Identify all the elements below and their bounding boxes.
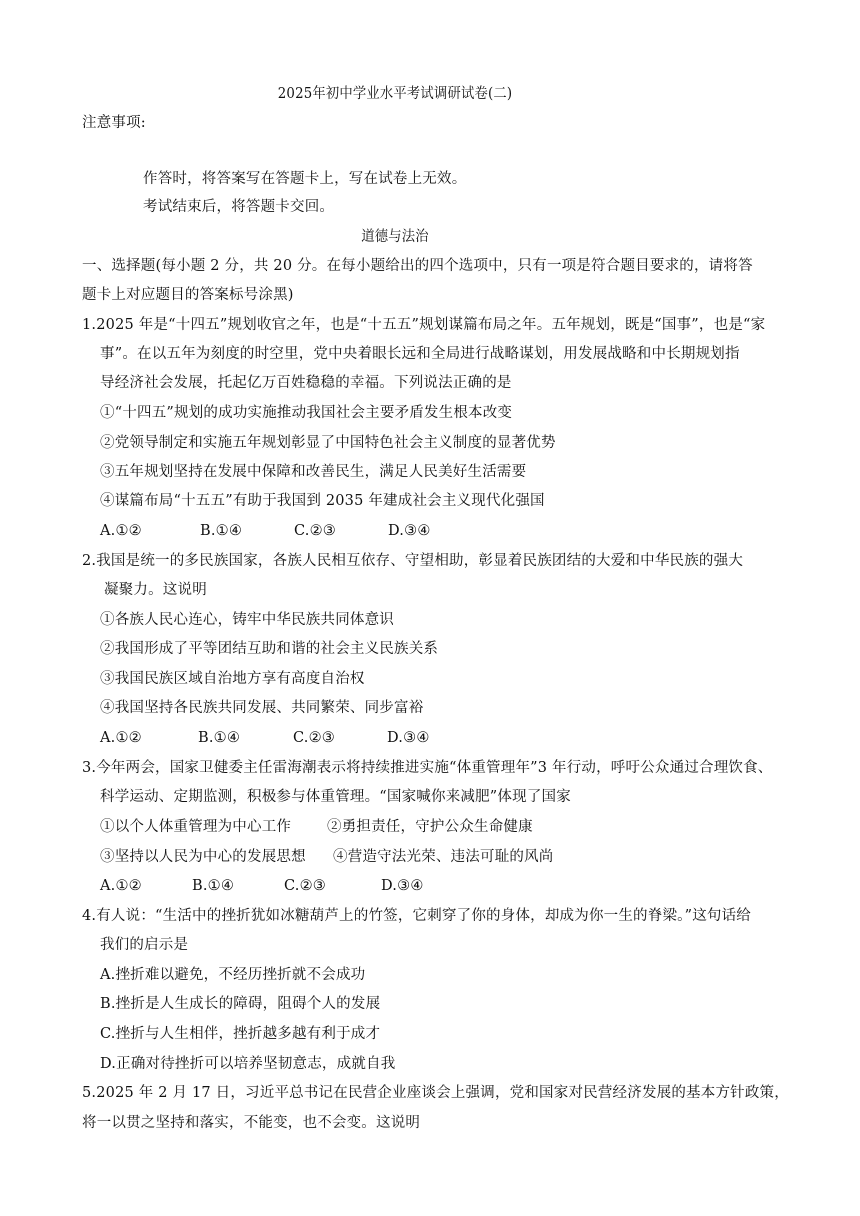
question-3-item: ④营造守法光荣、违法可耻的风尚 [333, 849, 554, 865]
question-2-options [100, 728, 430, 748]
option-a: A.①② [100, 730, 142, 746]
option-d: D.③④ [381, 878, 424, 894]
question-2-stem: 凝聚力。这说明 [104, 582, 207, 598]
question-1-stem: 导经济社会发展，托起亿万百姓稳稳的幸福。下列说法正确的是 [100, 375, 512, 391]
question-3-item: ②勇担责任，守护公众生命健康 [327, 819, 533, 835]
question-2-stem: 2.我国是统一的多民族国家，各族人民相互依存、守望相助，彰显着民族团结的大爱和中华民族的强大 [82, 553, 744, 569]
question-3-options [100, 876, 424, 896]
exam-title: 2025年初中学业水平考试调研试卷(二) [277, 86, 513, 102]
option-b: B.①④ [198, 730, 241, 746]
option-d: D.③④ [388, 523, 431, 539]
option-b: B.①④ [200, 523, 243, 539]
option-a: A.①② [100, 878, 142, 894]
option-d: D.③④ [387, 730, 430, 746]
option-d: D.正确对待挫折可以培养坚韧意志，成就自我 [100, 1056, 396, 1072]
subject-title: 道德与法治 [361, 229, 429, 245]
option-c: C.②③ [293, 730, 335, 746]
question-5-stem: 将一以贯之坚持和落实，不能变，也不会变。这说明 [82, 1115, 421, 1131]
question-3-stem: 科学运动、定期监测，积极参与体重管理。“国家喊你来减肥”体现了国家 [100, 789, 571, 805]
question-2-item: ④我国坚持各民族共同发展、共同繁荣、同步富裕 [100, 700, 424, 716]
option-a: A.①② [100, 523, 142, 539]
option-a: A.挫折难以避免，不经历挫折就不会成功 [100, 967, 366, 983]
section-heading: 一、选择题(每小题 2 分，共 20 分。在每小题给出的四个选项中，只有一项是符合题目要求的，请将答 [82, 258, 753, 274]
question-1-stem: 1.2025 年是“十四五”规划收官之年，也是“十五五”规划谋篇布局之年。五年规划，既是“国事”，也是“家 [82, 317, 766, 333]
option-b: B.挫折是人生成长的障碍，阻碍个人的发展 [100, 996, 381, 1012]
question-1-item: ④谋篇布局“十五五”有助于我国到 2035 年建成社会主义现代化强国 [100, 493, 545, 509]
section-heading: 题卡上对应题目的答案标号涂黑) [82, 287, 294, 303]
question-1-stem: 事”。在以五年为刻度的时空里，党中央着眼长远和全局进行战略谋划，用发展战略和中长期规划指 [100, 346, 740, 362]
question-2-item: ①各族人民心连心，铸牢中华民族共同体意识 [100, 612, 394, 628]
option-b: B.①④ [192, 878, 235, 894]
notice-item: 作答时，将答案写在答题卡上，写在试卷上无效。 [143, 171, 467, 187]
question-5-stem: 5.2025 年 2 月 17 日，习近平总书记在民营企业座谈会上强调，党和国家对民营经济发展的基本方针政策， [82, 1085, 789, 1101]
question-3-item: ③坚持以人民为中心的发展思想 [100, 849, 306, 865]
question-1-item: ①“十四五”规划的成功实施推动我国社会主要矛盾发生根本改变 [100, 405, 513, 421]
notice-label: 注意事项: [82, 115, 146, 131]
question-3-stem: 3.今年两会，国家卫健委主任雷海潮表示将持续推进实施“体重管理年”3 年行动，呼吁公众通过合理饮食、 [82, 760, 773, 776]
option-c: C.挫折与人生相伴，挫折越多越有利于成才 [100, 1026, 381, 1042]
question-2-item: ②我国形成了平等团结互助和谐的社会主义民族关系 [100, 641, 439, 657]
question-3-item: ①以个人体重管理为中心工作 [100, 819, 292, 835]
question-1-item: ②党领导制定和实施五年规划彰显了中国特色社会主义制度的显著优势 [100, 435, 556, 451]
question-4-stem: 我们的启示是 [100, 937, 189, 953]
question-2-item: ③我国民族区域自治地方享有高度自治权 [100, 671, 365, 687]
question-4-stem: 4.有人说：“生活中的挫折犹如冰糖葫芦上的竹签，它刺穿了你的身体，却成为你一生的脊梁。”这句话给 [82, 908, 752, 924]
question-1-item: ③五年规划坚持在发展中保障和改善民生，满足人民美好生活需要 [100, 464, 527, 480]
question-1-options [100, 521, 431, 541]
notice-item: 考试结束后，将答题卡交回。 [143, 199, 335, 215]
option-c: C.②③ [294, 523, 336, 539]
option-c: C.②③ [284, 878, 326, 894]
